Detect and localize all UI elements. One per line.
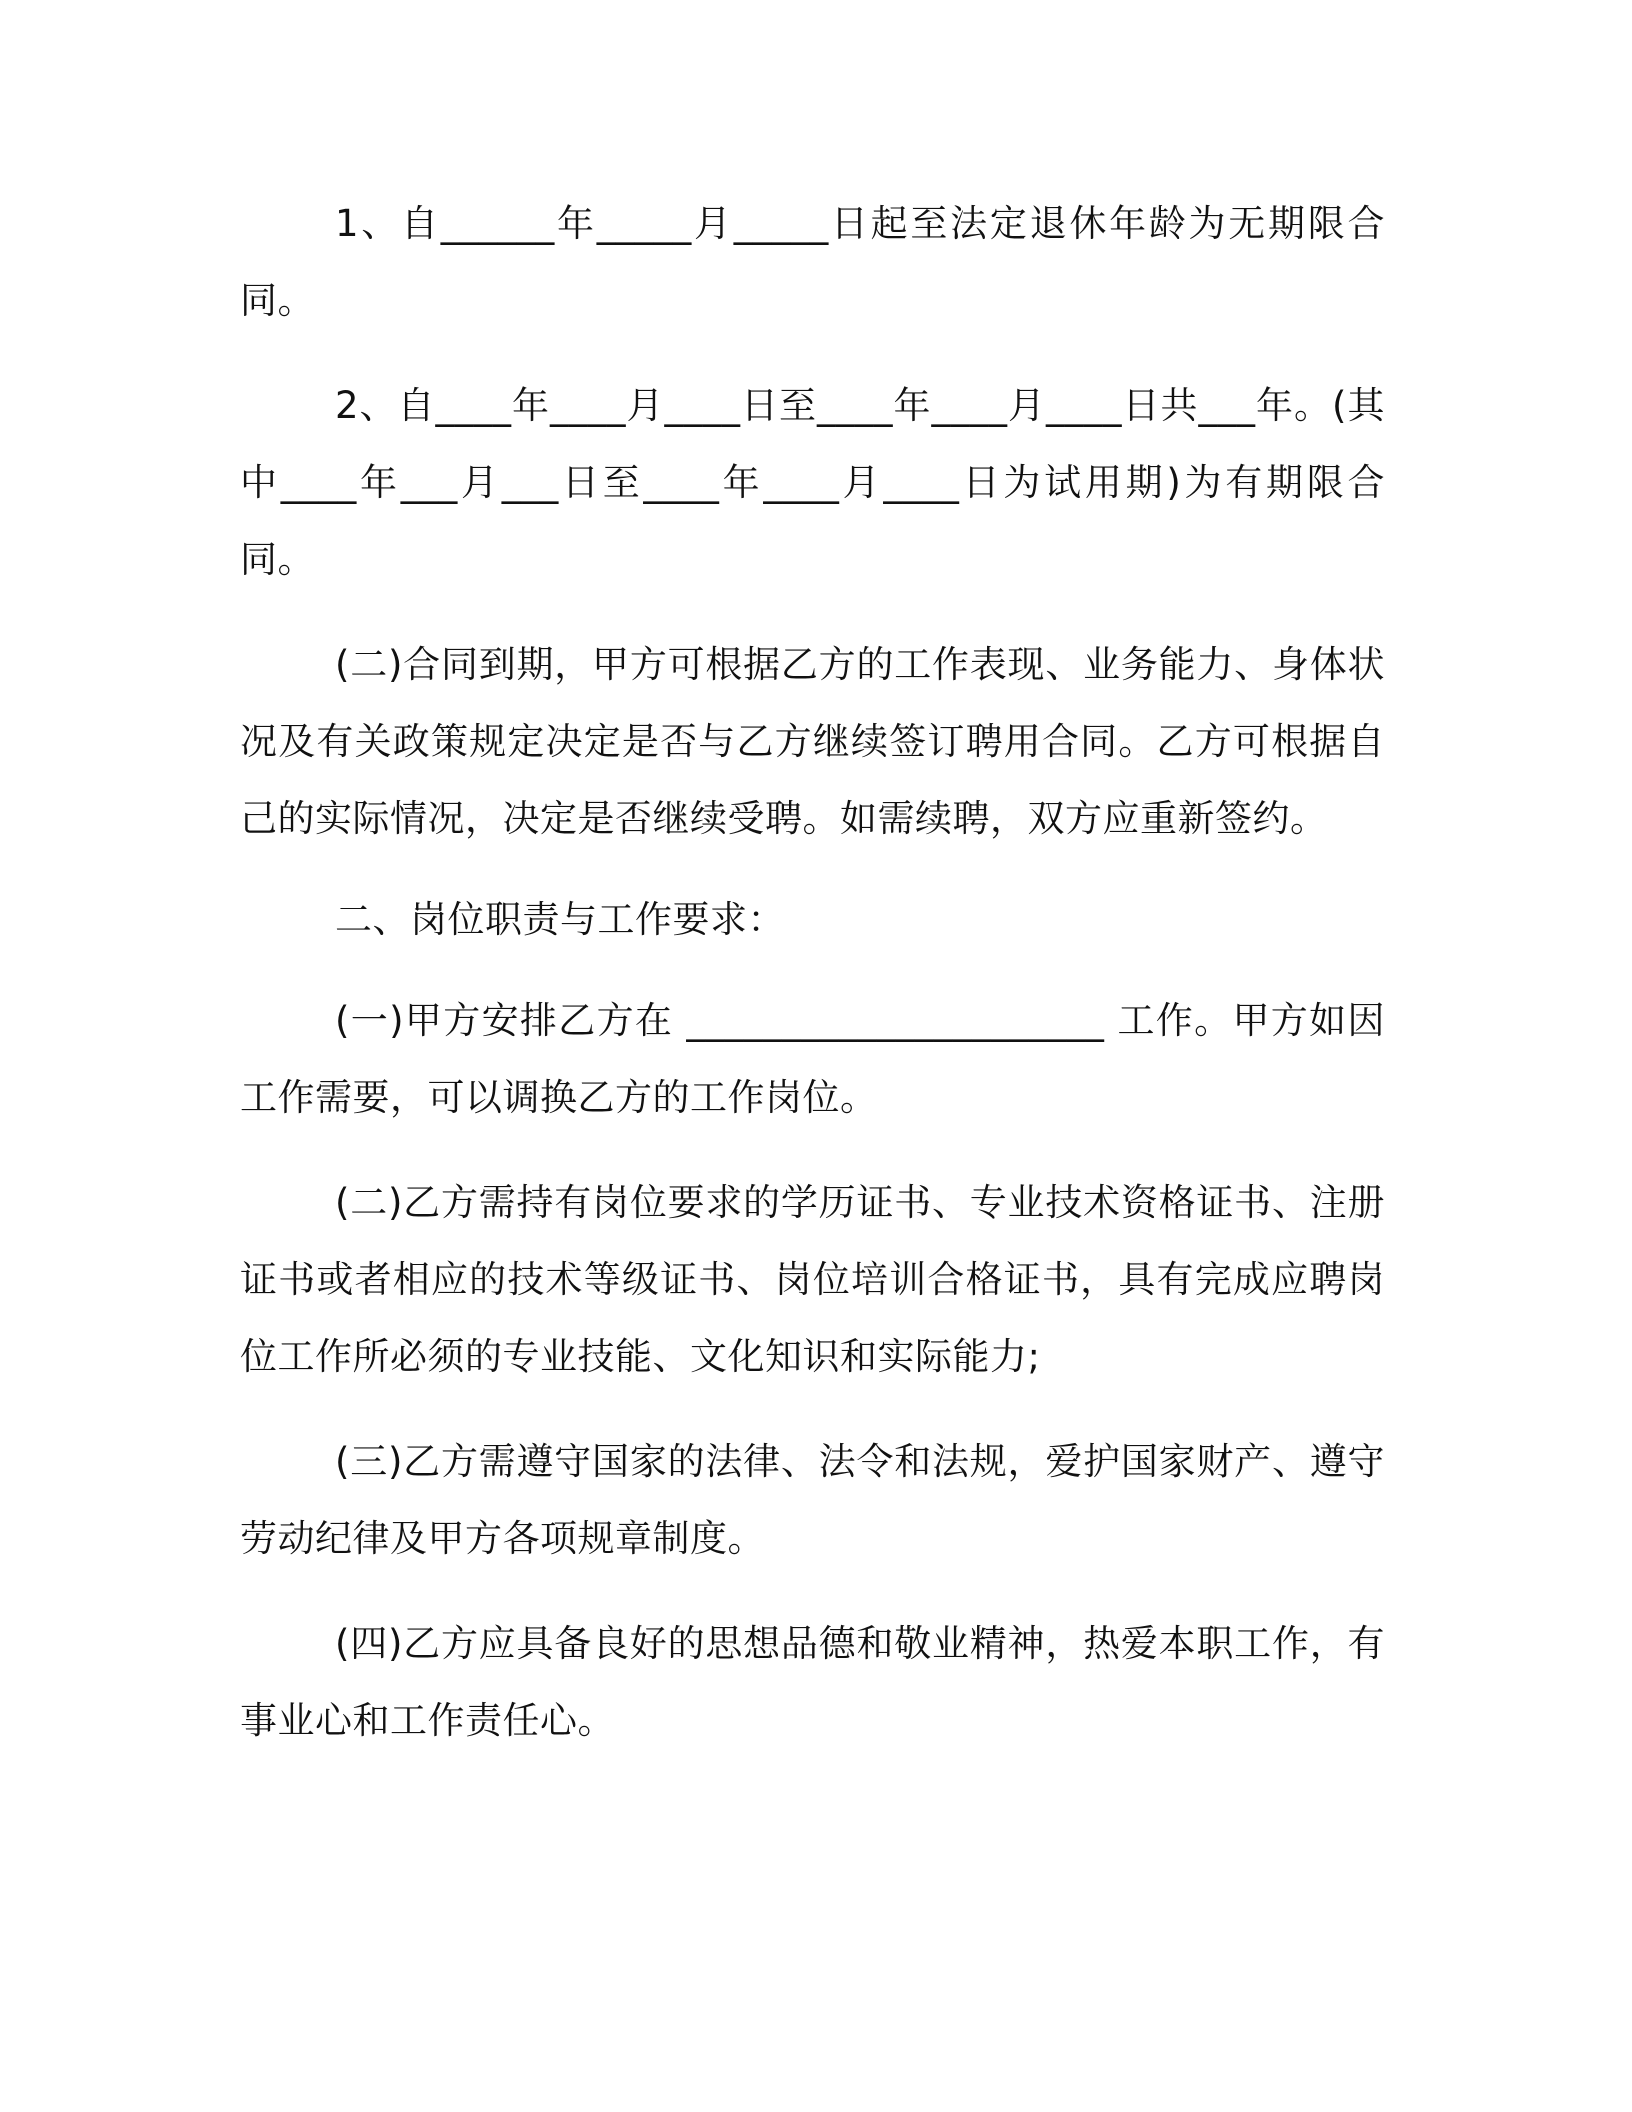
paragraph-contract-expiry: (二)合同到期，甲方可根据乙方的工作表现、业务能力、身体状况及有关政策规定决定是否与乙方继续签订聘用合同。乙方可根据自己的实际情况，决定是否继续受聘。如需续聘，双方应重新签约。 <box>240 643 1385 840</box>
document-body <box>240 185 1385 1759</box>
section-heading-duties: 二、岗位职责与工作要求： <box>335 898 785 941</box>
paragraph-job-assignment: (一)甲方安排乙方在 ______________________ 工作。甲方如因工作需要，可以调换乙方的工作岗位。 <box>240 999 1385 1119</box>
paragraph-compliance: (三)乙方需遵守国家的法律、法令和法规，爱护国家财产、遵守劳动纪律及甲方各项规章制度。 <box>240 1440 1385 1560</box>
paragraph-work-ethic: (四)乙方应具备良好的思想品德和敬业精神，热爱本职工作，有事业心和工作责任心。 <box>240 1622 1385 1742</box>
paragraph-qualifications: (二)乙方需持有岗位要求的学历证书、专业技术资格证书、注册证书或者相应的技术等级证书、岗位培训合格证书，具有完成应聘岗位工作所必须的专业技能、文化知识和实际能力; <box>240 1181 1385 1378</box>
paragraph-open-ended-contract: 1、自______年_____月_____日起至法定退休年龄为无期限合同。 <box>240 202 1385 322</box>
paragraph-fixed-term-contract: 2、自____年____月____日至____年____月____日共___年。(其中____年___月___日至____年____月____日为试用期)为有期限合同。 <box>240 384 1385 581</box>
